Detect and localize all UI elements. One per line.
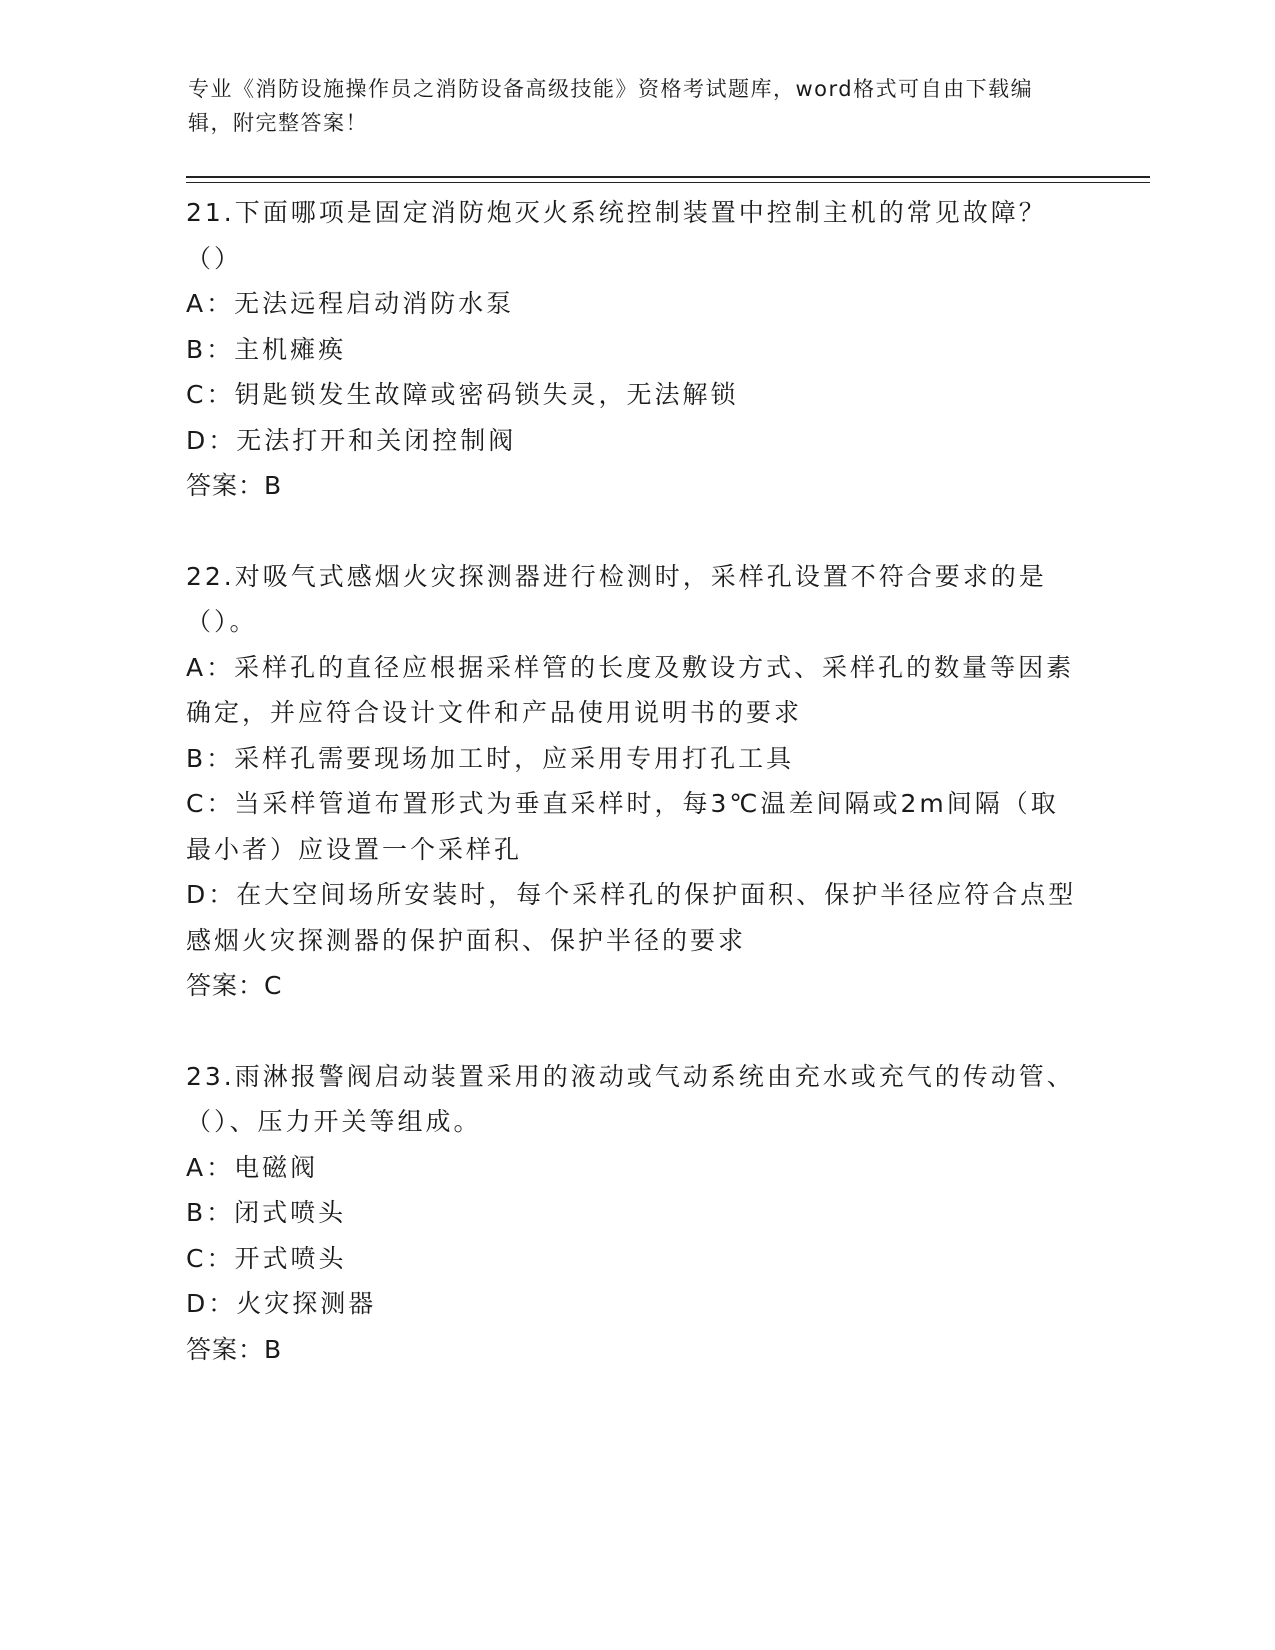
question-stem: 23.雨淋报警阀启动装置采用的液动或气动系统由充水或充气的传动管、（）、压力开关等组成。 bbox=[186, 1061, 1075, 1136]
option-c: C：开式喷头 bbox=[186, 1243, 347, 1273]
option-b: B：采样孔需要现场加工时，应采用专用打孔工具 bbox=[186, 743, 795, 773]
question-22 bbox=[186, 554, 1086, 1009]
answer-line: 答案：C bbox=[186, 971, 283, 1000]
header-divider-thick bbox=[186, 176, 1150, 178]
option-d: D：在大空间场所安装时，每个采样孔的保护面积、保护半径应符合点型感烟火灾探测器的保护面积、保护半径的要求 bbox=[186, 880, 1077, 955]
option-c: C：钥匙锁发生故障或密码锁失灵，无法解锁 bbox=[186, 380, 739, 409]
option-a: A：采样孔的直径应根据采样管的长度及敷设方式、采样孔的数量等因素确定，并应符合设计文件和产品使用说明书的要求 bbox=[186, 652, 1075, 727]
option-a: A：无法远程启动消防水泵 bbox=[186, 289, 515, 318]
question-stem: 22.对吸气式感烟火灾探测器进行检测时，采样孔设置不符合要求的是（）。 bbox=[186, 561, 1047, 636]
answer-line: 答案：B bbox=[186, 471, 283, 500]
answer-line: 答案：B bbox=[186, 1334, 283, 1364]
question-list bbox=[186, 190, 1086, 1372]
document-header: 专业《消防设施操作员之消防设备高级技能》资格考试题库，word格式可自由下载编辑，附完整答案！ bbox=[188, 77, 1034, 135]
question-23 bbox=[186, 1054, 1086, 1373]
question-stem: 21.下面哪项是固定消防炮灭火系统控制装置中控制主机的常见故障？（） bbox=[186, 198, 1047, 273]
option-d: D：无法打开和关闭控制阀 bbox=[186, 425, 517, 455]
question-21 bbox=[186, 190, 1086, 509]
option-d: D：火灾探测器 bbox=[186, 1289, 377, 1318]
option-a: A：电磁阀 bbox=[186, 1152, 319, 1182]
option-b: B：闭式喷头 bbox=[186, 1198, 347, 1227]
option-b: B：主机瘫痪 bbox=[186, 334, 347, 364]
header-divider-thin bbox=[186, 182, 1150, 183]
option-c: C：当采样管道布置形式为垂直采样时，每3℃温差间隔或2m间隔（取最小者）应设置一个采样孔 bbox=[186, 789, 1059, 864]
